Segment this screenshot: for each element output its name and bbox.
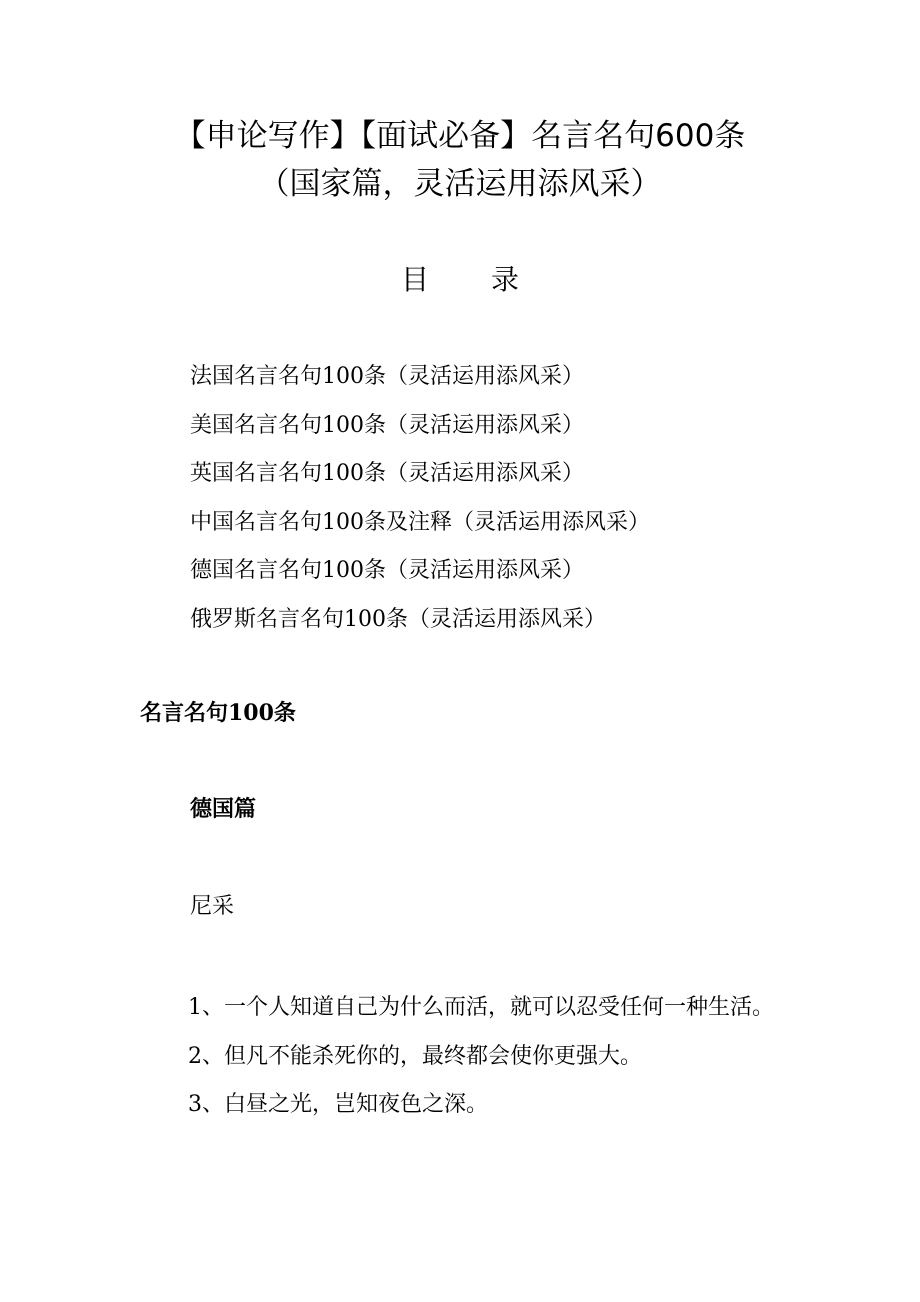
quote-item: 3、白昼之光，岂知夜色之深。 (188, 1092, 488, 1117)
author-name: 尼采 (190, 894, 235, 919)
toc-item-uk[interactable]: 英国名言名句100条（灵活运用添风采） (190, 461, 584, 486)
document-title-line-1: 【申论写作】【面试必备】名言名句600条 (174, 118, 746, 154)
section-heading: 名言名句100条 (140, 700, 296, 726)
toc-item-russia[interactable]: 俄罗斯名言名句100条（灵活运用添风采） (190, 606, 606, 632)
toc-item-usa[interactable]: 美国名言名句100条（灵活运用添风采） (190, 412, 584, 438)
toc-item-china[interactable]: 中国名言名句100条及注释（灵活运用添风采） (190, 509, 650, 535)
quote-list (140, 984, 784, 1130)
toc-heading: 目录 (400, 263, 581, 296)
quote-item: 2、但凡不能杀死你的，最终都会使你更强大。 (188, 1043, 642, 1069)
sub-heading-germany: 德国篇 (190, 796, 257, 822)
document-title-line-2: （国家篇，灵活运用添风采） (258, 166, 662, 202)
toc-item-france[interactable]: 法国名言名句100条（灵活运用添风采） (190, 364, 584, 389)
quote-item: 1、一个人知道自己为什么而活，就可以忍受任何一种生活。 (188, 995, 774, 1020)
toc-item-germany[interactable]: 德国名言名句100条（灵活运用添风采） (190, 558, 584, 583)
table-of-contents (190, 360, 650, 651)
